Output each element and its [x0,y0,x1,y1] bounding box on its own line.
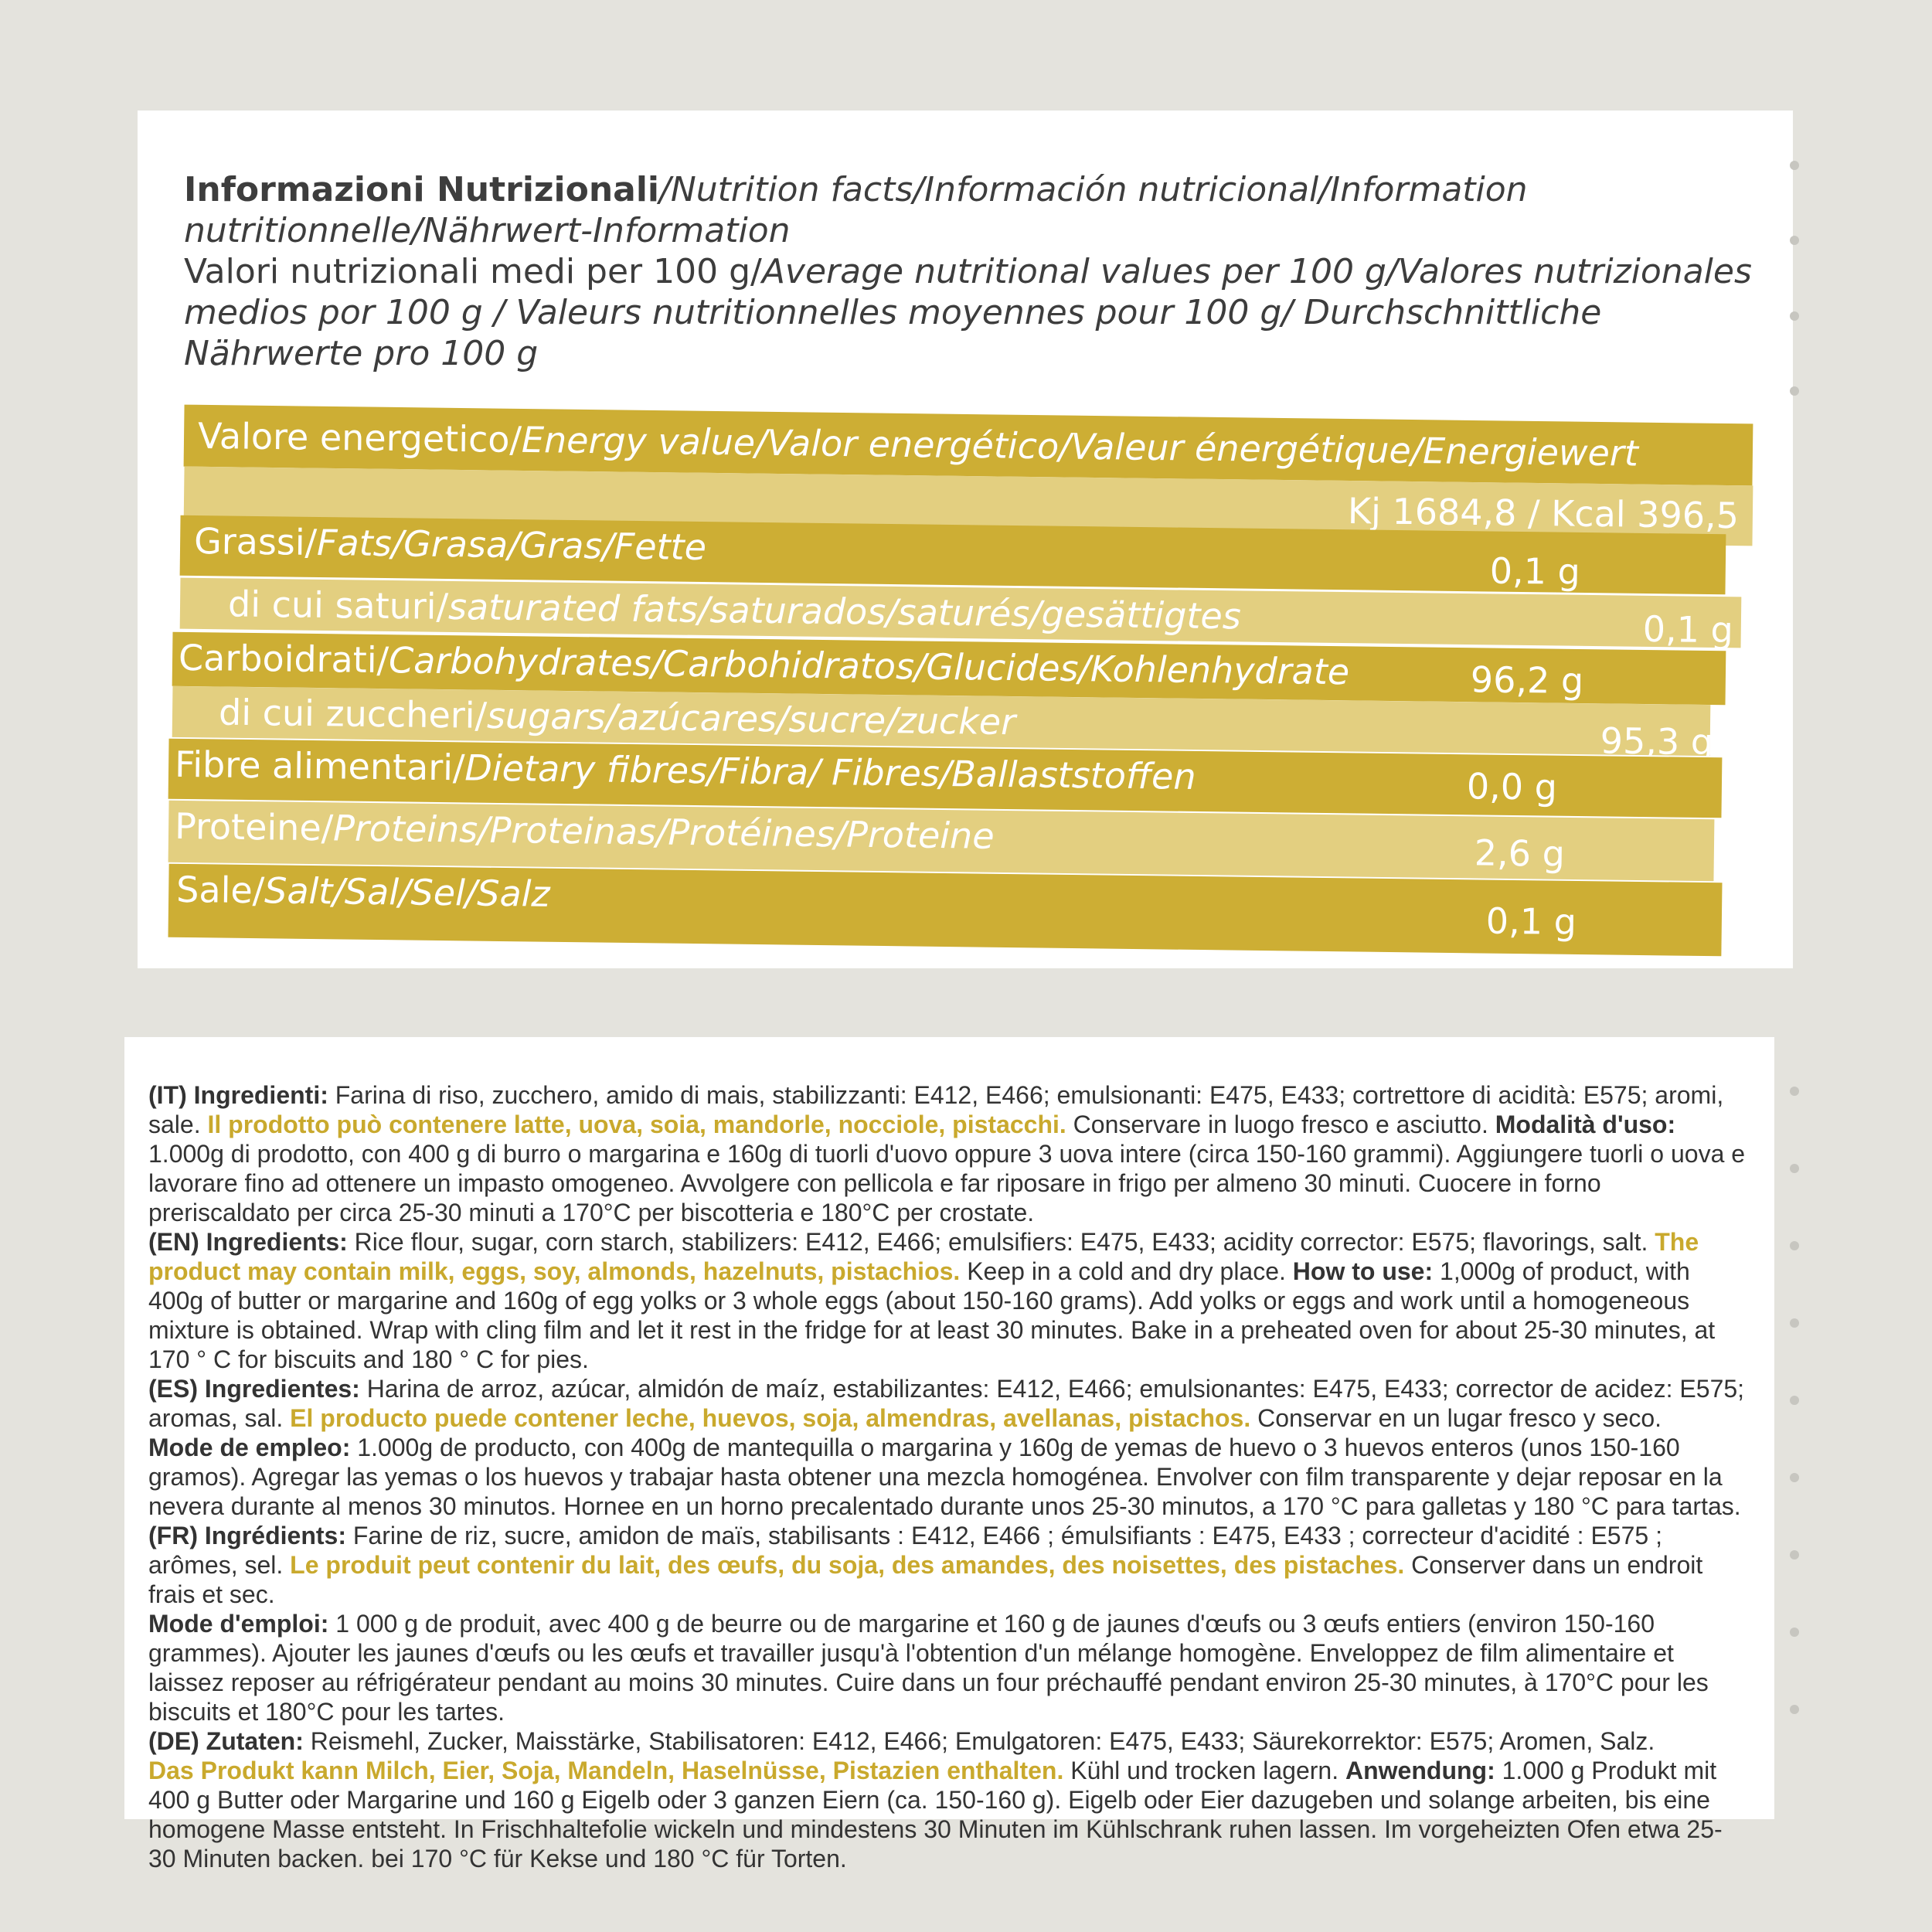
allergen-warning: Il prodotto può contenere latte, uova, soia, mandorle, nocciole, pistacchi. [207,1111,1066,1138]
perforation-dot [1790,386,1799,396]
row-value: 0,0 g [1466,765,1558,808]
row-value: 0,1 g [1485,900,1577,943]
nutrition-subtitle [184,251,1768,374]
allergen-warning: The product may contain milk, eggs, soy, almonds, hazelnuts, pistachios. [148,1228,1699,1285]
ingredients-text [148,1080,1748,1873]
ingredients-fr: (FR) Ingrédients: Farine de riz, sucre, amidon de maïs, stabilisants : E412, E466 ; émulsifiants : E475, E433 ; correcteur d'acidité : E575 ; arômes, sel. Le produit peut contenir du lait, des œufs, du soja, des amandes, des noisettes, des pistaches. Conserver dans un endroit frais et sec. Mode d'emploi: 1 000 g de produit, avec 400 g de beurre ou de margarine et 160 g de jaunes d'œufs ou 3 œufs entiers (environ 150-160 grammes). Ajouter les jaunes d'œufs ou les œufs et travailler jusqu'à l'obtention d'un mélange homogène. Enveloppez de film alimentaire et laissez reposer au réfrigérateur pendant au moins 30 minutes. Cuire dans un four préchauffé pendant environ 25-30 minutes, à 170°C pour les biscuits et 180°C pour les tartes. [148,1522,1709,1726]
ingredients-it: (IT) Ingredienti: Farina di riso, zucchero, amido di mais, stabilizzanti: E412, E466; emulsionanti: E475, E433; cortrettore di acidità: E575; aromi, sale. Il prodotto può contenere latte, uova, soia, mandorle, nocciole, pistacchi. Conservare in luogo fresco e asciutto. Modalità d'uso: 1.000g di prodotto, con 400 g di burro o margarina e 160g di tuorli d'uovo oppure 3 uova intere (circa 150-160 grammi). Aggiungere tuorli o uova e lavorare fino ad ottenere un impasto omogeneo. Avvolgere con pellicola e far riposare in frigo per almeno 30 minuti. Cuocere in forno preriscaldato per circa 25-30 minuti a 170°C per biscotteria e 180°C per crostate. [148,1081,1746,1226]
row-label: di cui zuccheri/sugars/azúcares/sucre/zucker [218,691,1016,743]
ingredients-en: (EN) Ingredients: Rice flour, sugar, corn starch, stabilizers: E412, E466; emulsifiers: E475, E433; acidity corrector: E575; flavorings, salt. The product may contain milk, eggs, soy, almonds, hazelnuts, pistachios. Keep in a cold and dry place. How to use: 1,000g of product, with 400g of butter or margarine and 160g of egg yolks or 3 whole eggs (about 150-160 grams). Add yolks or eggs and work until a homogeneous mixture is obtained. Wrap with cling film and let it rest in the fridge for at least 30 minutes. Bake in a preheated oven for about 25-30 minutes, at 170 ° C for biscuits and 180 ° C for pies. [148,1228,1716,1373]
row-label: di cui saturi/saturated fats/saturados/saturés/gesättigtes [227,583,1242,638]
perforation-dot [1790,1241,1799,1250]
row-value: Kj 1684,8 / Kcal 396,5 [1347,490,1740,537]
row-label: Valore energetico/Energy value/Valor energético/Valeur énergétique/Energiewert [197,414,1639,474]
ingredients-de: (DE) Zutaten: Reismehl, Zucker, Maisstärke, Stabilisatoren: E412, E466; Emulgatoren: E475, E433; Säurekorrektor: E575; Aromen, Salz. Das Produkt kann Milch, Eier, Soja, Mandeln, Haselnüsse, Pistazien enthalten. Kühl und trocken lagern. Anwendung: 1.000 g Produkt mit 400 g Butter oder Margarine und 160 g Eigelb oder 3 ganzen Eiern (ca. 150-160 g). Eigelb oder Eier dazugeben und solange arbeiten, bis eine homogene Masse entsteht. In Frischhaltefolie wickeln und mindestens 30 Minuten im Kühlschrank ruhen lassen. Im vorgeheizten Ofen etwa 25-30 Minuten backen. bei 170 °C für Kekse und 180 °C für Torten. [148,1727,1723,1872]
allergen-warning: Das Produkt kann Milch, Eier, Soja, Mandeln, Haselnüsse, Pistazien enthalten. [148,1757,1064,1784]
nutrition-panel [138,111,1793,968]
row-value: 2,6 g [1474,832,1566,875]
title-italian: Informazioni Nutrizionali [184,170,660,209]
row-label: Grassi/Fats/Grasa/Gras/Fette [193,520,707,569]
perforation-dot [1790,1318,1799,1328]
perforation-dot [1790,161,1799,170]
ingredients-es: (ES) Ingredientes: Harina de arroz, azúcar, almidón de maíz, estabilizantes: E412, E466; emulsionantes: E475, E433; corrector de acidez: E575; aromas, sal. El producto puede contener leche, huevos, soja, almendras, avellanas, pistachos. Conservar en un lugar fresco y seco. Mode de empleo: 1.000g de producto, con 400g de mantequilla o margarina y 160g de yemas de huevo o 3 huevos enteros (unos 150-160 gramos). Agregar las yemas o los huevos y trabajar hasta obtener una mezcla homogénea. Envolver con film transparente y dejar reposar en la nevera durante al menos 30 minutos. Hornee en un horno precalentado durante unos 25-30 minutos, a 170 °C para galletas y 180 °C para tartas. [148,1375,1745,1520]
row-label: Sale/Salt/Sal/Sel/Salz [175,868,550,915]
row-value: 95,3 g [1600,719,1714,764]
row-value: 0,1 g [1642,607,1734,651]
perforation-dot [1790,1628,1799,1637]
row-value: 96,2 g [1470,658,1584,702]
nutrition-header [184,169,1768,374]
perforation-dot [1790,1705,1799,1714]
allergen-warning: El producto puede contener leche, huevos, soja, almendras, avellanas, pistachos. [290,1404,1251,1432]
perforation-dot [1790,1473,1799,1482]
title-translations: /Nutrition facts/Información nutricional/Information nutritionnelle/Nährwert-Information [184,170,1528,250]
ingredients-panel [124,1037,1774,1872]
perforation-dot [1790,1087,1799,1096]
subtitle-italian: Valori nutrizionali medi per 100 g/ [184,252,762,291]
perforation-dot [1790,1550,1799,1560]
perforation-dot [1790,1396,1799,1405]
row-label: Carboidrati/Carbohydrates/Carbohidratos/Glucides/Kohlenhydrate [178,636,1350,693]
row-label: Proteine/Proteins/Proteinas/Protéines/Proteine [174,804,995,857]
row-label: Fibre alimentari/Dietary fibres/Fibra/ Fibres/Ballaststoffen [174,743,1196,798]
perforation-dot [1790,236,1799,245]
perforation-dot [1790,1164,1799,1173]
allergen-warning: Le produit peut contenir du lait, des œufs, du soja, des amandes, des noisettes, des pistaches. [290,1551,1405,1579]
nutrition-title [184,169,1768,251]
subtitle-translations: Average nutritional values per 100 g/Valores nutrizionales medios por 100 g / Valeurs nutritionnelles moyennes pour 100 g/ Durchschnittliche Nährwerte pro 100 g [184,252,1752,373]
row-value: 0,1 g [1489,549,1581,593]
perforation-dot [1790,311,1799,321]
